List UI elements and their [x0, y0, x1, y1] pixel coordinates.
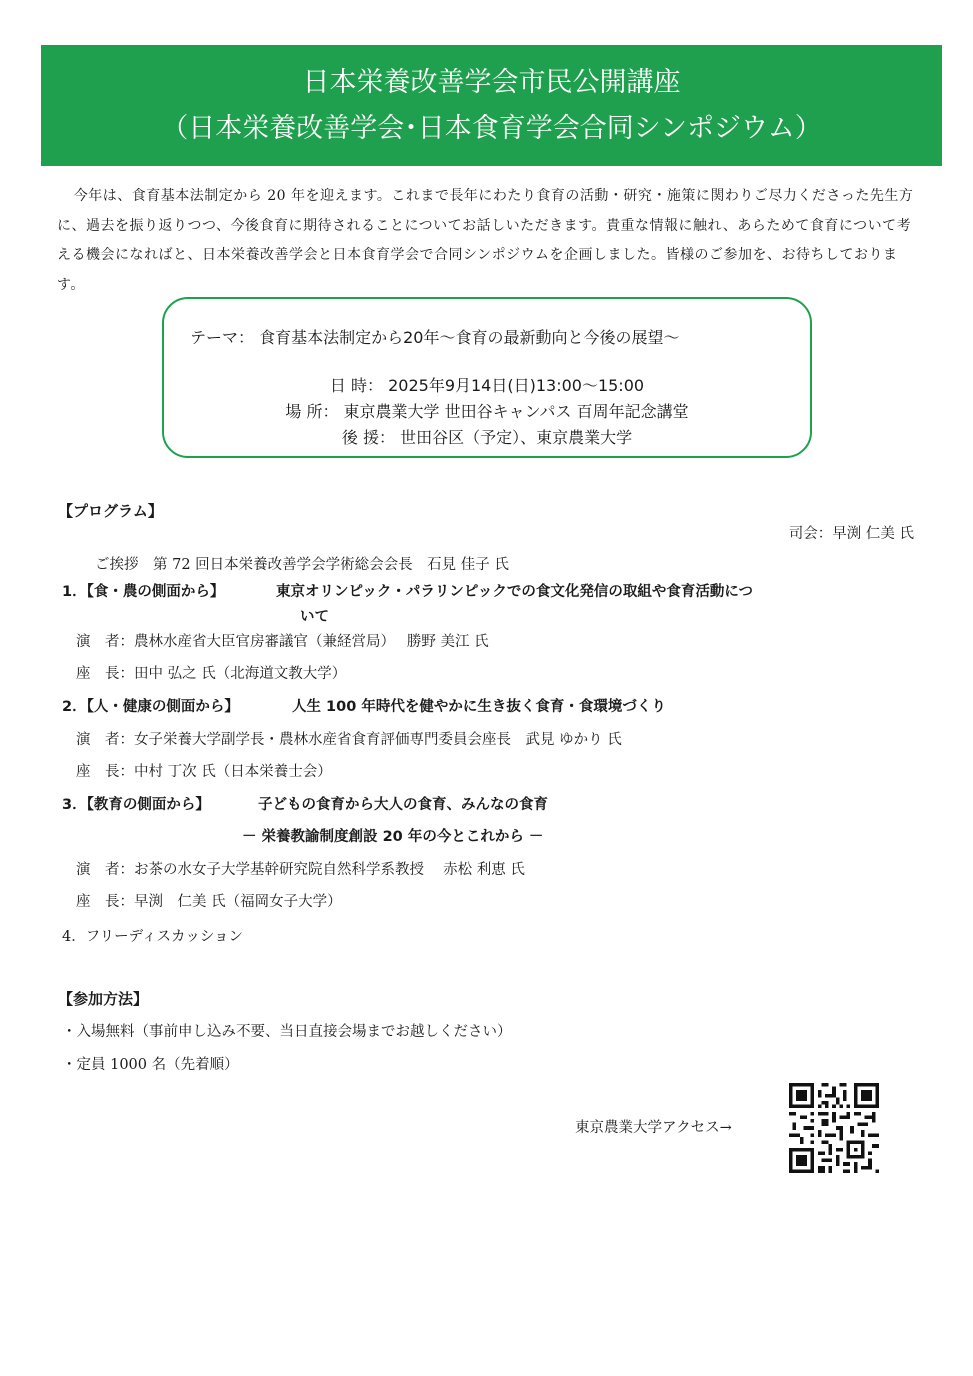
program-item-3-speaker: 演 者：お茶の水女子大学基幹研究院自然科学系教授 赤松 利恵 氏 — [76, 862, 525, 878]
program-item-2-title: 人生 100 年時代を健やかに生き抜く食育・食環境づくり — [292, 699, 666, 715]
title-banner — [41, 45, 942, 166]
program-item-2-speaker: 演 者：女子栄養大学副学長・農林水産省食育評価専門委員会座長 武見 ゆかり 氏 — [76, 732, 622, 748]
event-support: 後 援： 世田谷区（予定）、東京農業大学 — [341, 428, 633, 447]
program-greeting: ご挨拶 第 72 回日本栄養改善学会学術総会会長 石見 佳子 氏 — [95, 557, 509, 573]
program-item-2-head: 2．【人・健康の側面から】 — [62, 699, 239, 715]
title-line-2: （日本栄養改善学会･日本食育学会合同シンポジウム） — [161, 113, 822, 144]
qr-code-icon[interactable] — [789, 1083, 879, 1173]
program-item-1-head: 1．【食・農の側面から】 — [62, 584, 225, 600]
event-theme: テーマ： 食育基本法制定から20年～食育の最新動向と今後の展望～ — [190, 328, 680, 347]
intro-paragraph: 今年は、食育基本法制定から 20 年を迎えます。これまで長年にわたり食育の活動・研究・施策に関わりご尽力くださった先生方に、過去を振り返りつつ、今後食育に期待されることについてお話しいただきます。貴重な情報に触れ、あらためて食育について考える機会になればと、日本栄養改善学会と日本食育学会で合同シンポジウムを企画しました。皆様のご参加を、お待ちしております。 — [57, 188, 914, 293]
event-date: 日 時： 2025年9月14日(日)13:00～15:00 — [329, 376, 645, 395]
program-item-3-chair: 座 長：早渕 仁美 氏（福岡女子大学） — [76, 894, 342, 910]
program-item-1-title-cont: いて — [300, 609, 329, 625]
program-item-1-speaker: 演 者：農林水産省大臣官房審議官（兼経営局） 勝野 美江 氏 — [76, 634, 489, 650]
participation-bullet-2: ・定員 1000 名（先着順） — [62, 1057, 239, 1073]
program-item-3-title: 子どもの食育から大人の食育、みんなの食育 — [258, 797, 548, 813]
participation-heading: 【参加方法】 — [58, 990, 149, 1008]
participation-bullet-1: ・入場無料（事前申し込み不要、当日直接会場までお越しください） — [62, 1024, 512, 1040]
program-item-3-head: 3．【教育の側面から】 — [62, 797, 210, 813]
event-info-box — [162, 297, 812, 458]
program-mc: 司会：早渕 仁美 氏 — [788, 526, 914, 542]
program-item-1-chair: 座 長：田中 弘之 氏（北海道文教大学） — [76, 666, 347, 682]
program-heading: 【プログラム】 — [58, 502, 163, 520]
program-item-3-subtitle: － 栄養教諭制度創設 20 年の今とこれから － — [242, 829, 544, 845]
program-item-2-chair: 座 長：中村 丁次 氏（日本栄養士会） — [76, 764, 332, 780]
access-label: 東京農業大学アクセス→ — [575, 1120, 732, 1136]
program-discussion: 4．フリーディスカッション — [62, 929, 244, 945]
event-venue: 場 所： 東京農業大学 世田谷キャンパス 百周年記念講堂 — [285, 402, 689, 421]
title-line-1: 日本栄養改善学会市民公開講座 — [302, 67, 681, 98]
program-item-1-title: 東京オリンピック・パラリンピックでの食文化発信の取組や食育活動につ — [276, 584, 754, 600]
